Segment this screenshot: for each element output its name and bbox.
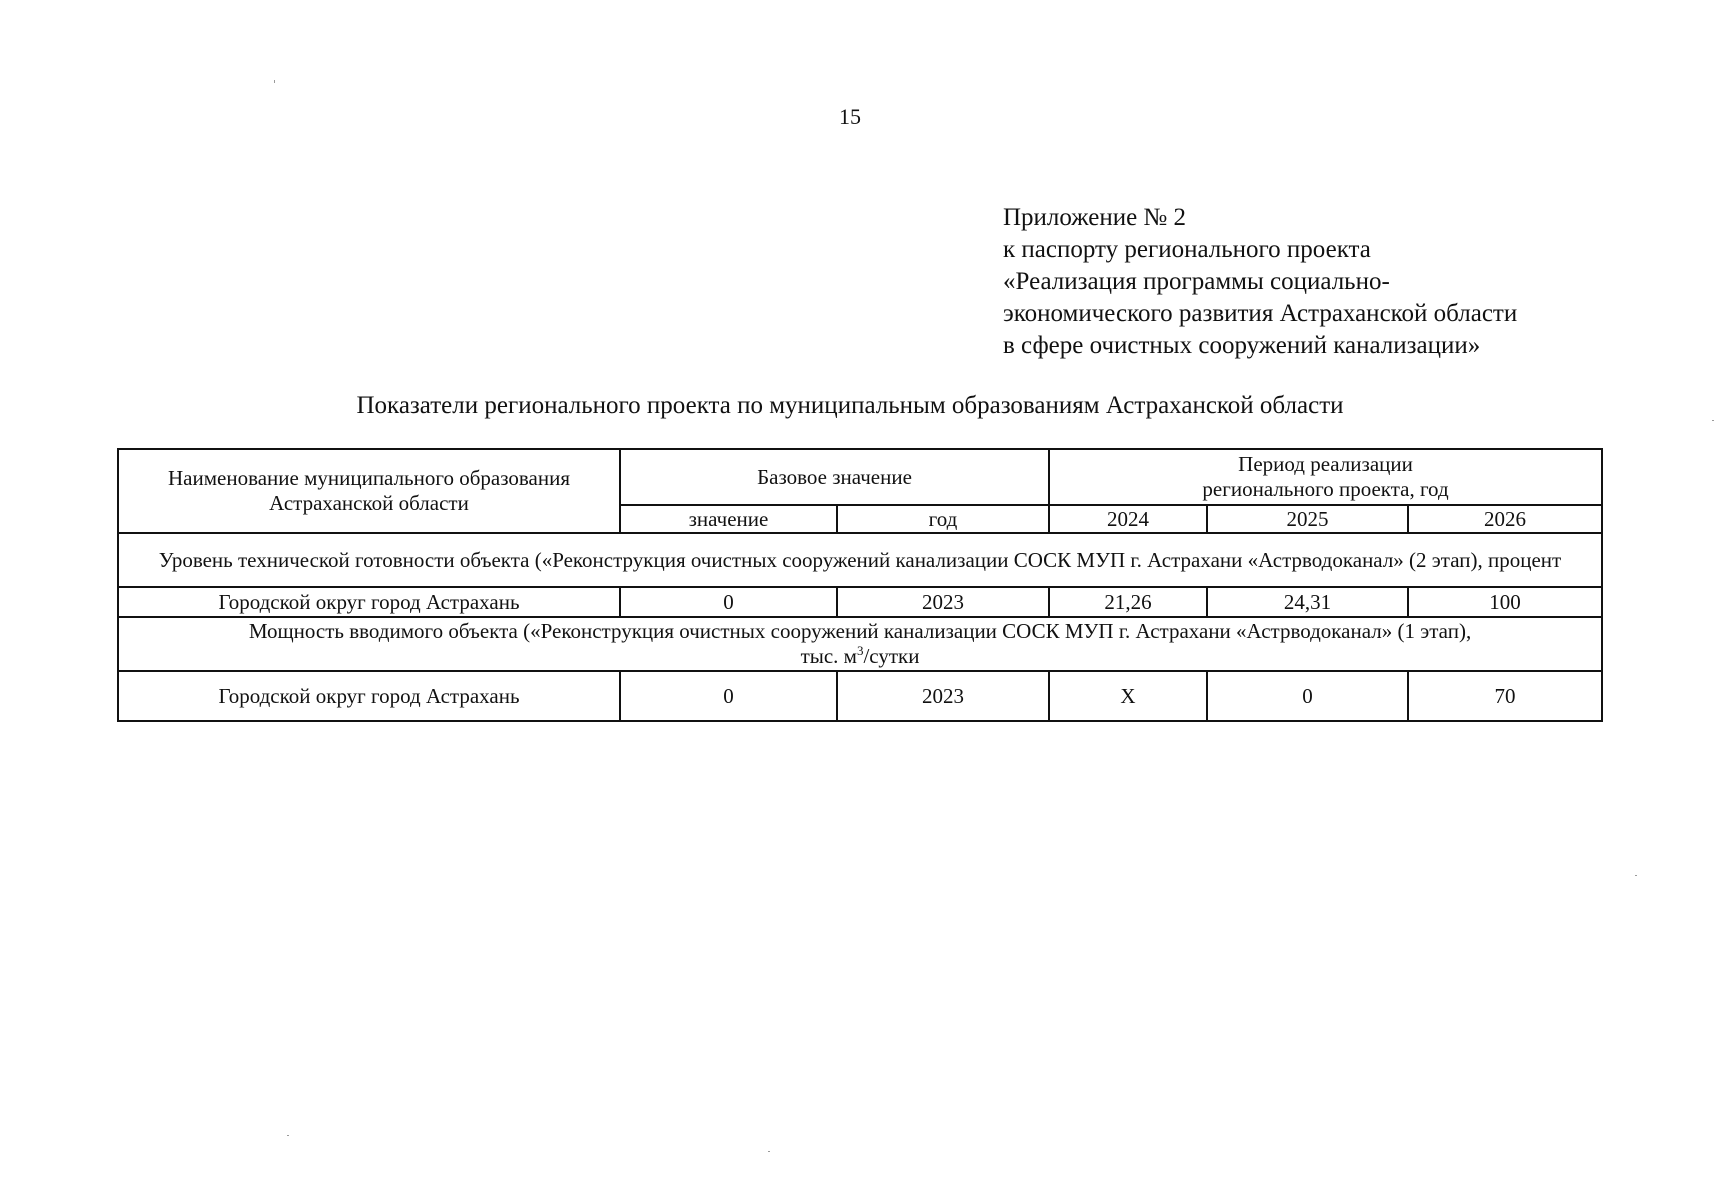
appendix-line: «Реализация программы социально-	[1003, 268, 1390, 295]
cell-2025: 24,31	[1207, 587, 1408, 617]
indicators-table	[117, 448, 1603, 722]
section-title-row	[118, 617, 1602, 671]
table-row	[118, 587, 1602, 617]
page-number: 15	[839, 104, 861, 129]
unit-prefix: тыс. м	[800, 644, 857, 668]
unit-superscript: 3	[856, 643, 864, 658]
cell-2024: 21,26	[1049, 587, 1207, 617]
scan-speck	[287, 1135, 289, 1136]
document-title: Показатели регионального проекта по муниципальным образованиям Астраханской области	[356, 392, 1344, 419]
cell-2024: Х	[1049, 671, 1207, 721]
cell-2025: 0	[1207, 671, 1408, 721]
cell-2026: 100	[1408, 587, 1602, 617]
appendix-heading	[1003, 202, 1643, 362]
header-year-2024: 2024	[1049, 505, 1207, 533]
table-header-row	[118, 449, 1602, 505]
appendix-line: экономического развития Астраханской области	[1003, 300, 1518, 327]
section-title: Уровень технической готовности объекта («Реконструкция очистных сооружений канализации СОСК МУП г. Астрахани «Астрводоканал» (2 этап), процент	[118, 533, 1602, 587]
header-value: значение	[620, 505, 837, 533]
header-municipality: Наименование муниципального образования Астраханской области	[118, 449, 620, 533]
cell-2026: 70	[1408, 671, 1602, 721]
header-period-line: Период реализации	[1238, 452, 1413, 476]
header-year-2026: 2026	[1408, 505, 1602, 533]
cell-municipality: Городской округ город Астрахань	[118, 587, 620, 617]
header-year-2025: 2025	[1207, 505, 1408, 533]
section-title	[118, 617, 1602, 671]
cell-municipality: Городской округ город Астрахань	[118, 671, 620, 721]
header-period	[1049, 449, 1602, 505]
header-period-line: регионального проекта, год	[1202, 477, 1449, 501]
appendix-line: Приложение № 2	[1003, 204, 1187, 231]
header-base-value: Базовое значение	[620, 449, 1049, 505]
cell-base-year: 2023	[837, 671, 1049, 721]
scan-speck	[274, 80, 275, 83]
cell-base-value: 0	[620, 587, 837, 617]
section-title-row	[118, 533, 1602, 587]
section-title-unit	[125, 644, 1595, 669]
unit-suffix: /сутки	[863, 644, 920, 668]
cell-base-year: 2023	[837, 587, 1049, 617]
appendix-line: в сфере очистных сооружений канализации»	[1003, 332, 1481, 359]
appendix-line: к паспорту регионального проекта	[1003, 236, 1371, 263]
scan-speck	[768, 1151, 770, 1152]
scan-speck	[1712, 420, 1714, 421]
scan-speck	[1635, 875, 1637, 876]
section-title-line: Мощность вводимого объекта («Реконструкция очистных сооружений канализации СОСК МУП г. Астрахани «Астрводоканал» (1 этап),	[248, 619, 1472, 643]
table-row	[118, 671, 1602, 721]
header-year: год	[837, 505, 1049, 533]
cell-base-value: 0	[620, 671, 837, 721]
